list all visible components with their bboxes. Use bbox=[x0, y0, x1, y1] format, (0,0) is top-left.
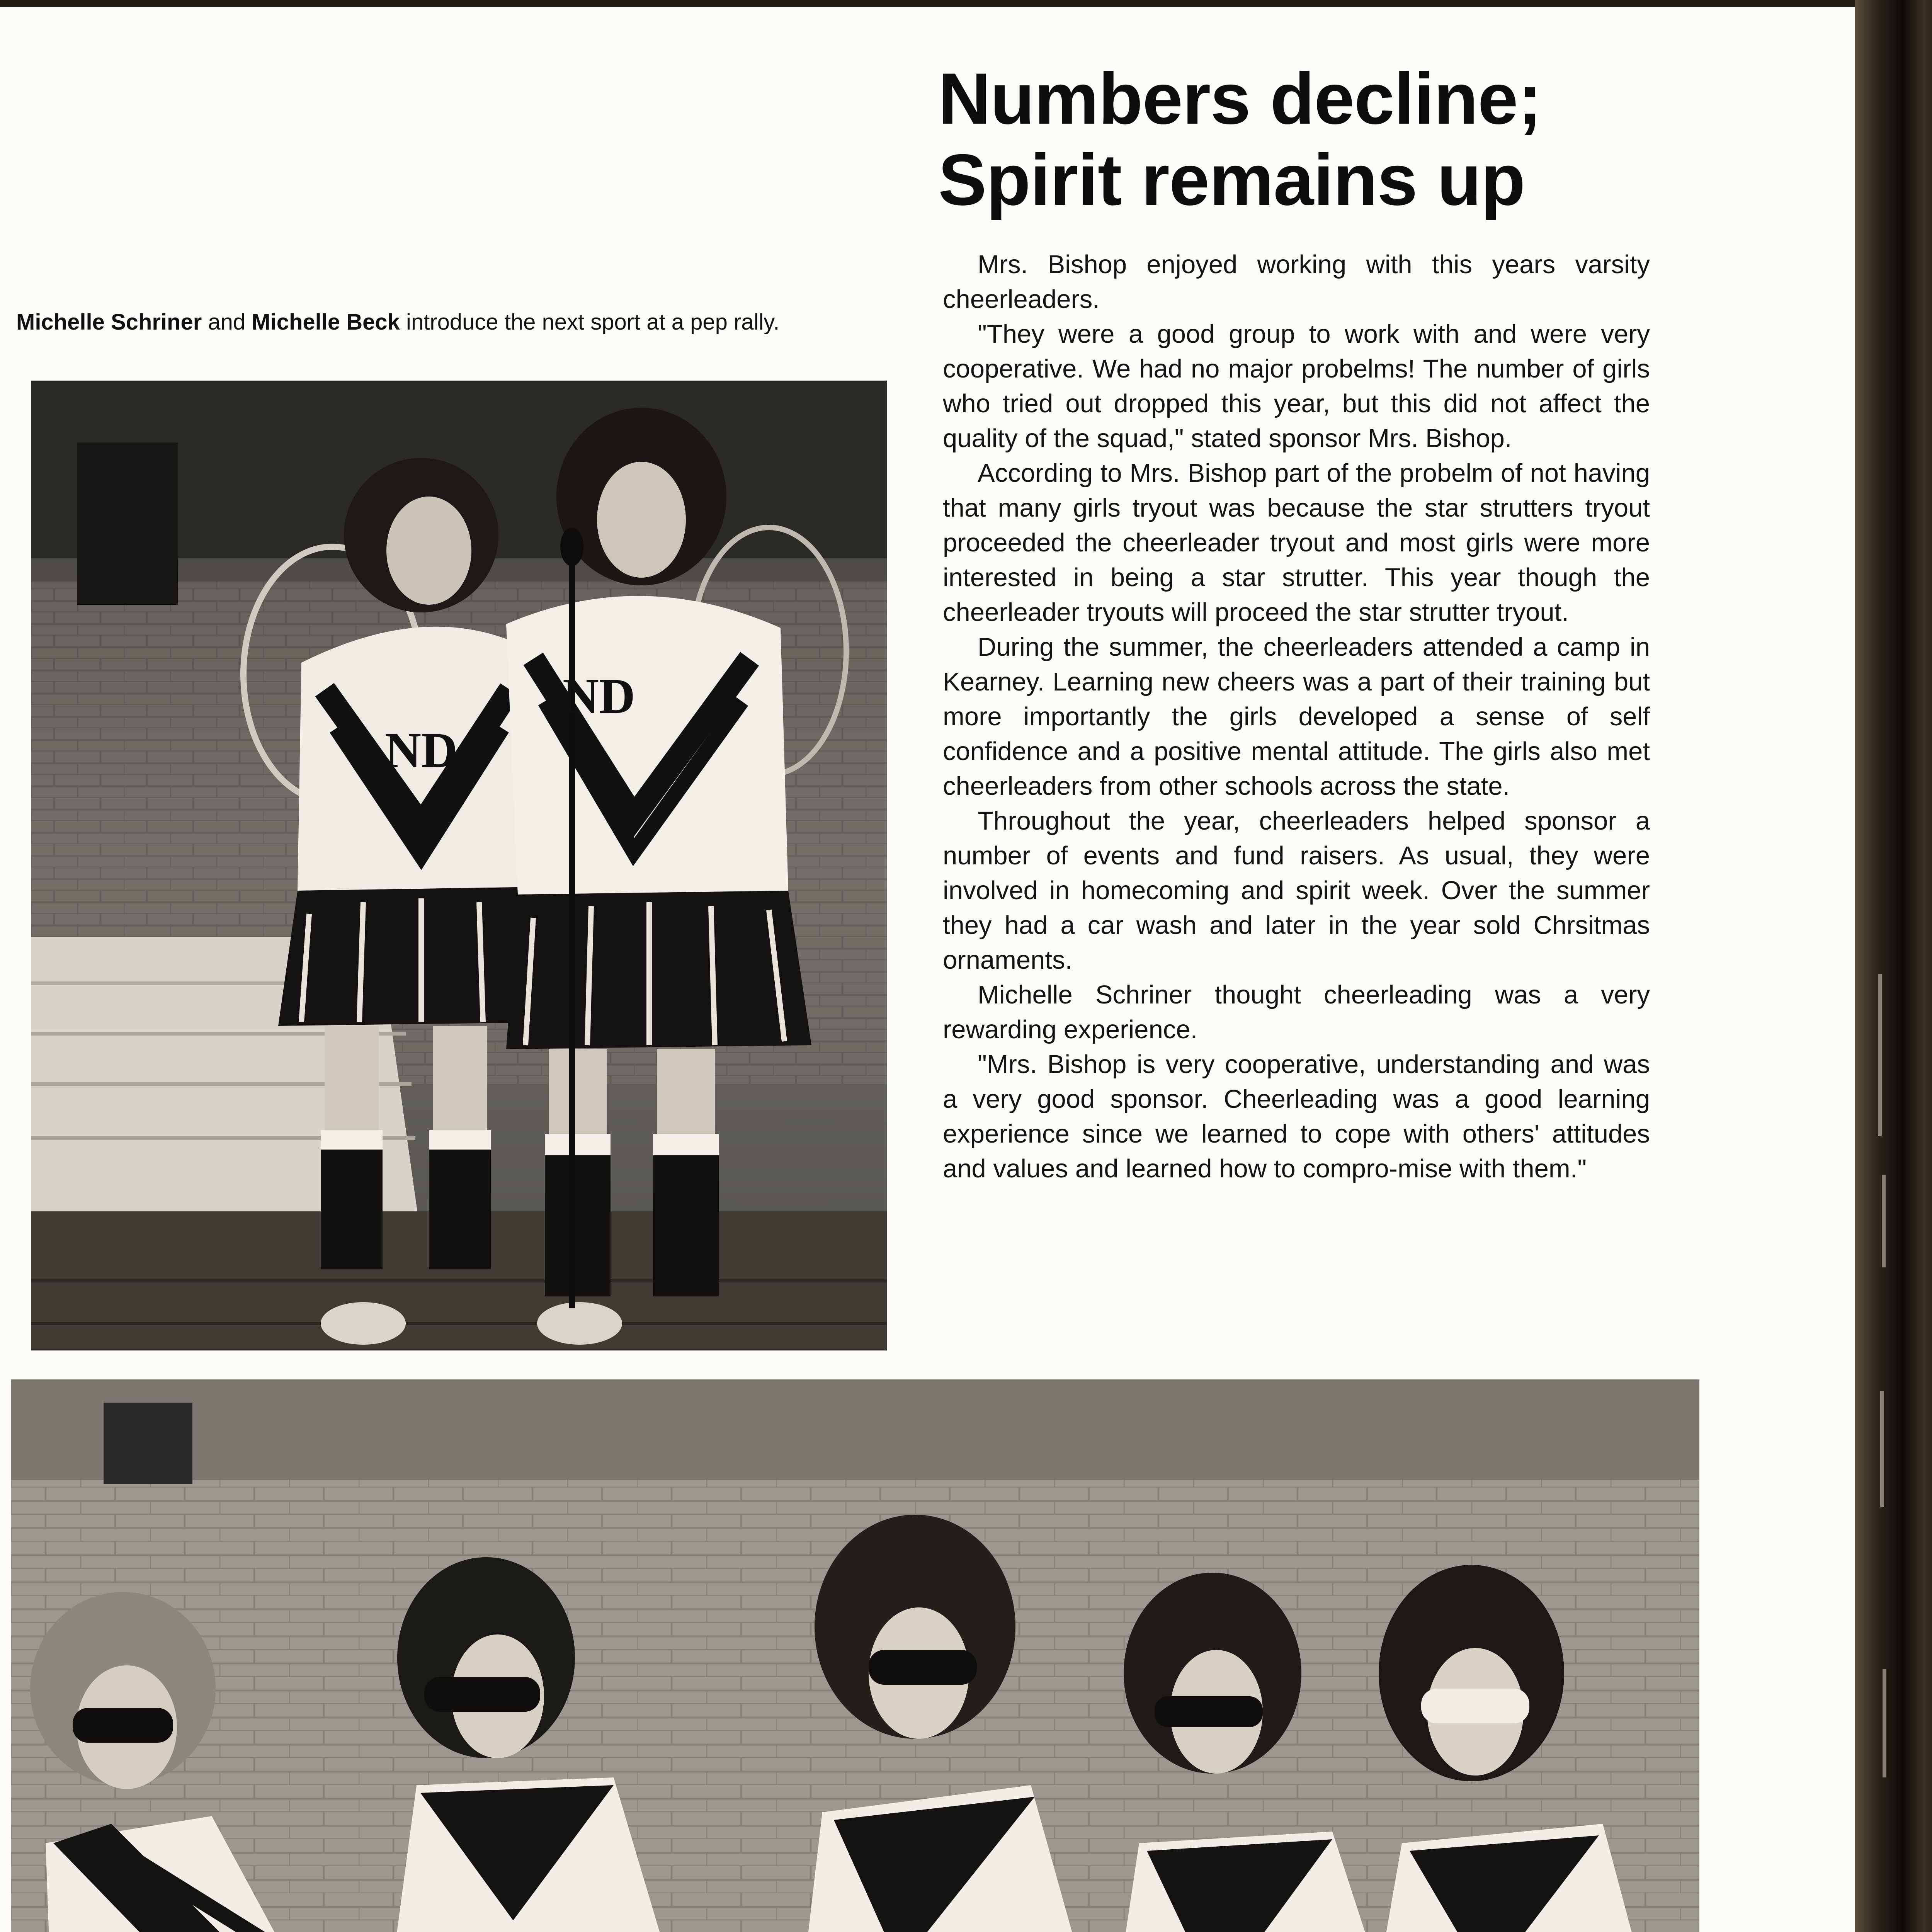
article-paragraph: Throughout the year, cheerleaders helped sponsor a number of events and fund raisers. As usual, they were involved in homecoming and spirit week. Over the summer they had a car wash and later in the year sold Chrsitmas ornaments. bbox=[943, 806, 1650, 975]
caption-name: Michelle Beck bbox=[252, 310, 400, 335]
pep-rally-photo-art bbox=[31, 381, 887, 1350]
headline-line-1: Numbers decline; bbox=[938, 58, 1542, 139]
binding-mark bbox=[1880, 1391, 1884, 1507]
article-paragraph: Mrs. Bishop enjoyed working with this years varsity cheerleaders. bbox=[943, 250, 1650, 314]
article-paragraph: Michelle Schriner thought cheerleading was a very rewarding experience. bbox=[943, 980, 1650, 1044]
binding-mark bbox=[1883, 1669, 1886, 1777]
caption-text: introduce the next sport at a pep rally. bbox=[400, 310, 780, 335]
article-headline bbox=[938, 58, 1672, 220]
binding-mark bbox=[1882, 1175, 1886, 1267]
cheerleaders-group-photo-art bbox=[11, 1379, 1699, 1932]
uniform-letters: ND bbox=[563, 668, 635, 724]
caption-connector: and bbox=[202, 310, 252, 335]
article-paragraph: "Mrs. Bishop is very cooperative, understanding and was a very good sponsor. Cheerleading was a good learning experience since we learned to cope with others' attitudes and values and learned how to compro-mise with them." bbox=[943, 1050, 1650, 1183]
article-paragraph: "They were a good group to work with and were very cooperative. We had no major probelms! The number of girls who tried out dropped this year, but this did not affect the quality of the squad," stated sponsor Mrs. Bishop. bbox=[943, 320, 1650, 453]
uniform-letters: ND bbox=[385, 723, 457, 778]
binding-mark bbox=[1878, 974, 1882, 1136]
cheerleaders-group-photo bbox=[11, 1379, 1699, 1932]
article-paragraph: According to Mrs. Bishop part of the probelm of not having that many girls tryout was because the star strutters tryout proceeded the cheerleader tryout and most girls were more interested in being a star strutter. This year though the cheerleader tryouts will proceed the star strutter tryout. bbox=[943, 459, 1650, 627]
pep-rally-photo bbox=[31, 381, 887, 1350]
article-paragraph: During the summer, the cheerleaders attended a camp in Kearney. Learning new cheers was a part of their training but more importantly the girls developed a sense of self confidence and a positive mental attitude. The girls also met cheerleaders from other schools across the state. bbox=[943, 633, 1650, 801]
top-photo-caption bbox=[16, 308, 882, 336]
caption-name: Michelle Schriner bbox=[16, 310, 202, 335]
headline-line-2: Spirit remains up bbox=[938, 139, 1525, 220]
book-binding-edge bbox=[1855, 0, 1932, 1932]
article-body bbox=[943, 247, 1650, 1186]
